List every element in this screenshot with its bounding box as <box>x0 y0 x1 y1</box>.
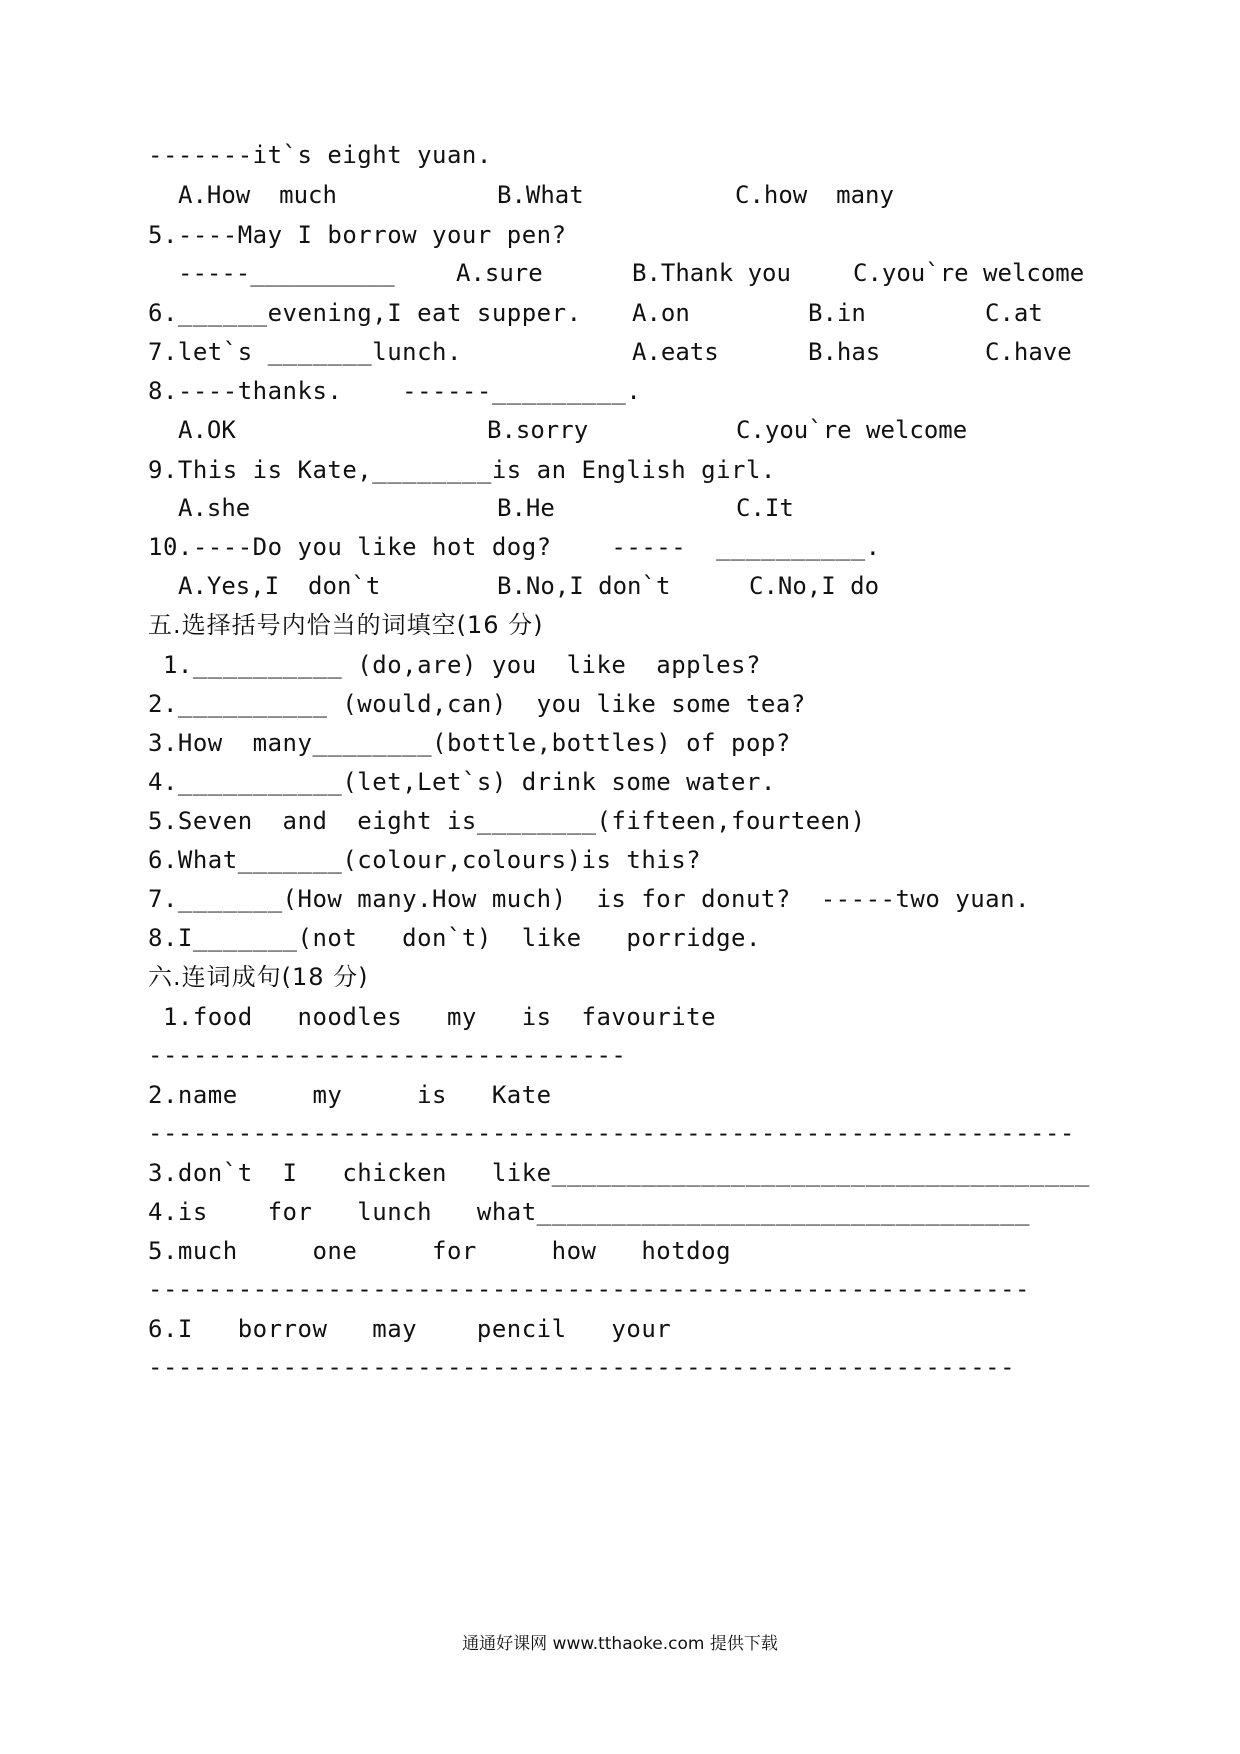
q4-answer-line: -------it`s eight yuan. <box>148 141 492 169</box>
q9-option-b: B.He <box>497 494 555 522</box>
q9-question: 9.This is Kate,________is an English girl. <box>148 456 776 484</box>
q4-option-c: C.how many <box>735 181 894 209</box>
q7-option-b: B.has <box>808 338 881 366</box>
section6-item-1: 1.food noodles my is favourite <box>148 1003 717 1031</box>
section5-item-3: 3.How many________(bottle,bottles) of pop? <box>148 729 791 757</box>
q10-option-c: C.No,I do <box>749 572 880 600</box>
q6-option-b: B.in <box>808 299 866 327</box>
q10-question: 10.----Do you like hot dog? ----- __________. <box>148 533 881 561</box>
section6-item-6: 6.I borrow may pencil your <box>148 1315 672 1343</box>
q8-option-a: A.OK <box>178 416 236 444</box>
q10-option-a: A.Yes,I don`t <box>178 572 381 600</box>
section5-item-1: 1.__________ (do,are) you like apples? <box>148 651 761 679</box>
q8-question: 8.----thanks. ------_________. <box>148 377 642 405</box>
q6-option-c: C.at <box>985 299 1043 327</box>
section5-item-2: 2.__________ (would,can) you like some tea? <box>148 690 806 718</box>
section6-answer-line-6: ---------------------------------------------------------- <box>148 1353 1016 1381</box>
q10-option-b: B.No,I don`t <box>497 572 671 600</box>
q4-option-a: A.How much <box>178 181 337 209</box>
q6-question: 6.______evening,I eat supper. <box>148 299 582 327</box>
q7-option-c: C.have <box>985 338 1072 366</box>
q8-option-c: C.you`re welcome <box>736 416 968 444</box>
q5-option-c: C.you`re welcome <box>853 259 1085 287</box>
q6-option-a: A.on <box>632 299 690 327</box>
section5-item-7: 7._______(How many.How much) is for donut? -----two yuan. <box>148 885 1031 913</box>
q5-blank: -----__________ <box>178 259 395 287</box>
section6-item-3: 3.don`t I chicken like____________________________________ <box>148 1159 1090 1187</box>
page-footer: 通通好课网 www.tthaoke.com 提供下载 <box>462 1634 778 1654</box>
section6-item-5: 5.much one for how hotdog <box>148 1237 732 1265</box>
q5-option-a: A.sure <box>456 259 543 287</box>
section6-answer-line-1: -------------------------------- <box>148 1041 627 1069</box>
section6-answer-line-2: -------------------------------------------------------------- <box>148 1119 1075 1147</box>
q4-option-b: B.What <box>497 181 584 209</box>
q9-option-a: A.she <box>178 494 251 522</box>
q8-option-b: B.sorry <box>487 416 589 444</box>
section5-item-4: 4.___________(let,Let`s) drink some water. <box>148 768 776 796</box>
section6-answer-line-5: ----------------------------------------------------------- <box>148 1275 1031 1303</box>
section6-title: 六.连词成句(18 分) <box>148 963 369 991</box>
q7-option-a: A.eats <box>632 338 719 366</box>
q9-option-c: C.It <box>736 494 794 522</box>
section6-item-2: 2.name my is Kate <box>148 1081 552 1109</box>
section5-item-6: 6.What_______(colour,colours)is this? <box>148 846 702 874</box>
section5-title: 五.选择括号内恰当的词填空(16 分) <box>148 611 544 639</box>
q5-option-b: B.Thank you <box>632 259 791 287</box>
q5-question: 5.----May I borrow your pen? <box>148 221 567 249</box>
section5-item-5: 5.Seven and eight is________(fifteen,fourteen) <box>148 807 866 835</box>
q7-question: 7.let`s _______lunch. <box>148 338 462 366</box>
section6-item-4: 4.is for lunch what_________________________________ <box>148 1198 1031 1226</box>
section5-item-8: 8.I_______(not don`t) like porridge. <box>148 924 761 952</box>
